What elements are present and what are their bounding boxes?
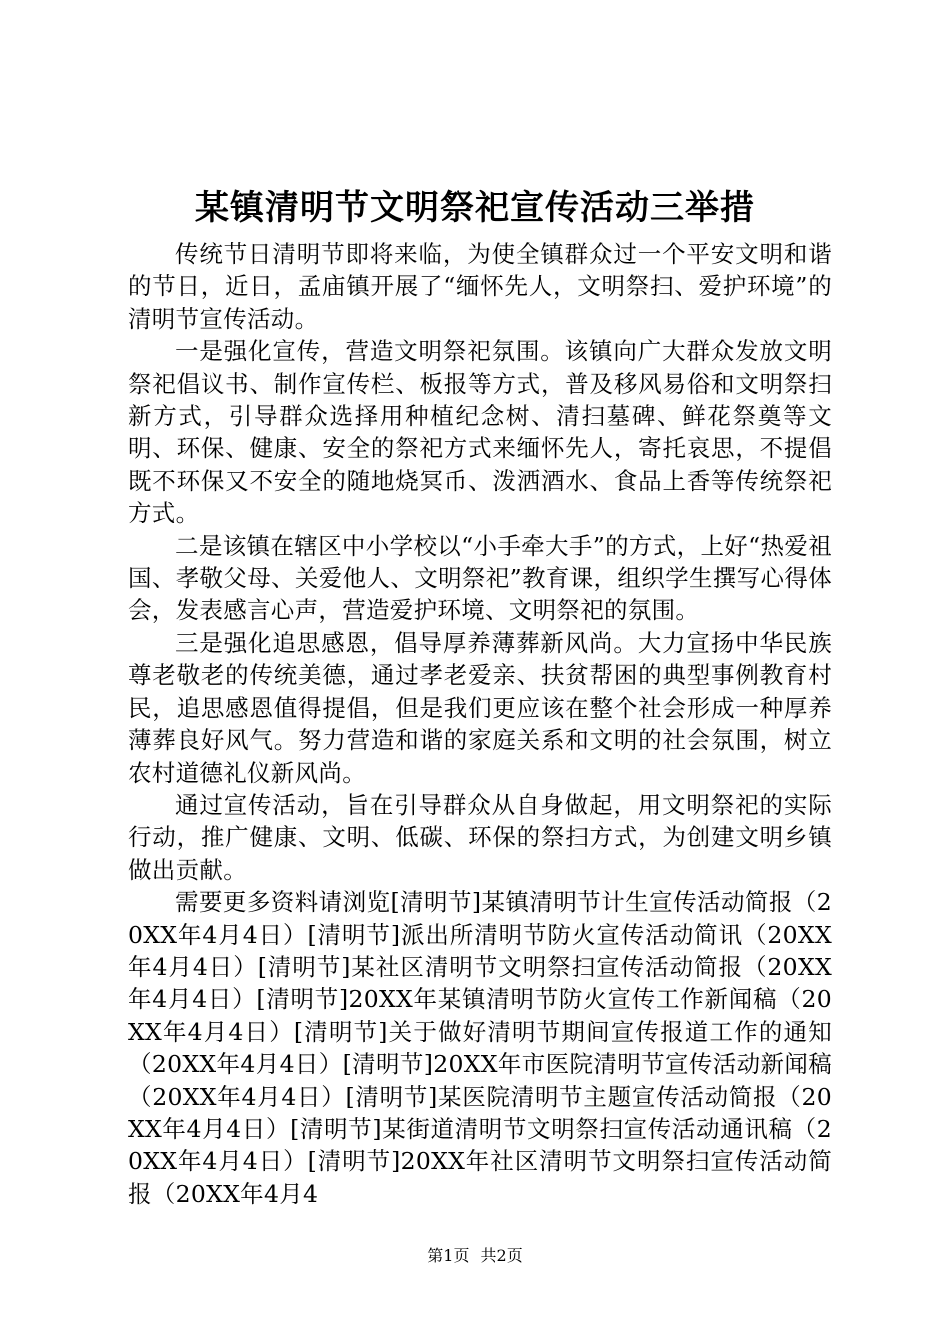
paragraph-measure-one: 一是强化宣传，营造文明祭祀氛围。该镇向广大群众发放文明祭祀倡议书、制作宣传栏、板报等方式，普及移风易俗和文明祭扫新方式，引导群众选择用种植纪念树、清扫墓碑、鲜花祭奠等文明、环保、健康、安全的祭祀方式来缅怀先人，寄托哀思，不提倡既不环保又不安全的随地烧冥币、泼洒酒水、食品上香等传统祭祀方式。 [128,337,832,528]
paragraph-related-links: 需要更多资料请浏览[清明节]某镇清明节计生宣传活动简报（20XX年4月4日）[清明节]派出所清明节防火宣传活动简讯（20XX年4月4日）[清明节]某社区清明节文明祭扫宣传活动简报（20XX年4月4日）[清明节]20XX年某镇清明节防火宣传工作新闻稿（20XX年4月4日）[清明节]关于做好清明节期间宣传报道工作的通知（20XX年4月4日）[清明节]20XX年市医院清明节宣传活动新闻稿（20XX年4月4日）[清明节]某医院清明节主题宣传活动简报（20XX年4月4日）[清明节]某街道清明节文明祭扫宣传活动通讯稿（20XX年4月4日）[清明节]20XX年社区清明节文明祭扫宣传活动简报（20XX年4月4 [128,888,832,1208]
paragraph-measure-two: 二是该镇在辖区中小学校以“小手牵大手”的方式，上好“热爱祖国、孝敬父母、关爱他人、文明祭祀”教育课，组织学生撰写心得体会，发表感言心声，营造爱护环境、文明祭祀的氛围。 [128,531,832,625]
paragraph-intro: 传统节日清明节即将来临，为使全镇群众过一个平安文明和谐的节日，近日，孟庙镇开展了“缅怀先人，文明祭扫、爱护环境”的清明节宣传活动。 [128,240,832,333]
page-footer [0,1245,950,1267]
document-title: 某镇清明节文明祭祀宣传活动三举措 [195,188,755,228]
paragraph-measure-three: 三是强化追思感恩，倡导厚养薄葬新风尚。大力宣扬中华民族尊老敬老的传统美德，通过孝老爱亲、扶贫帮困的典型事例教育村民，追思感恩值得提倡，但是我们更应该在整个社会形成一种厚养薄葬良好风气。努力营造和谐的家庭关系和文明的社会氛围，树立农村道德礼仪新风尚。 [128,628,832,787]
page-count: 共2页 [480,1246,523,1265]
page-number: 第1页 [427,1246,470,1265]
document-body [128,238,832,1210]
paragraph-conclusion: 通过宣传活动，旨在引导群众从自身做起，用文明祭祀的实际行动，推广健康、文明、低碳、环保的祭扫方式，为创建文明乡镇做出贡献。 [128,790,832,884]
